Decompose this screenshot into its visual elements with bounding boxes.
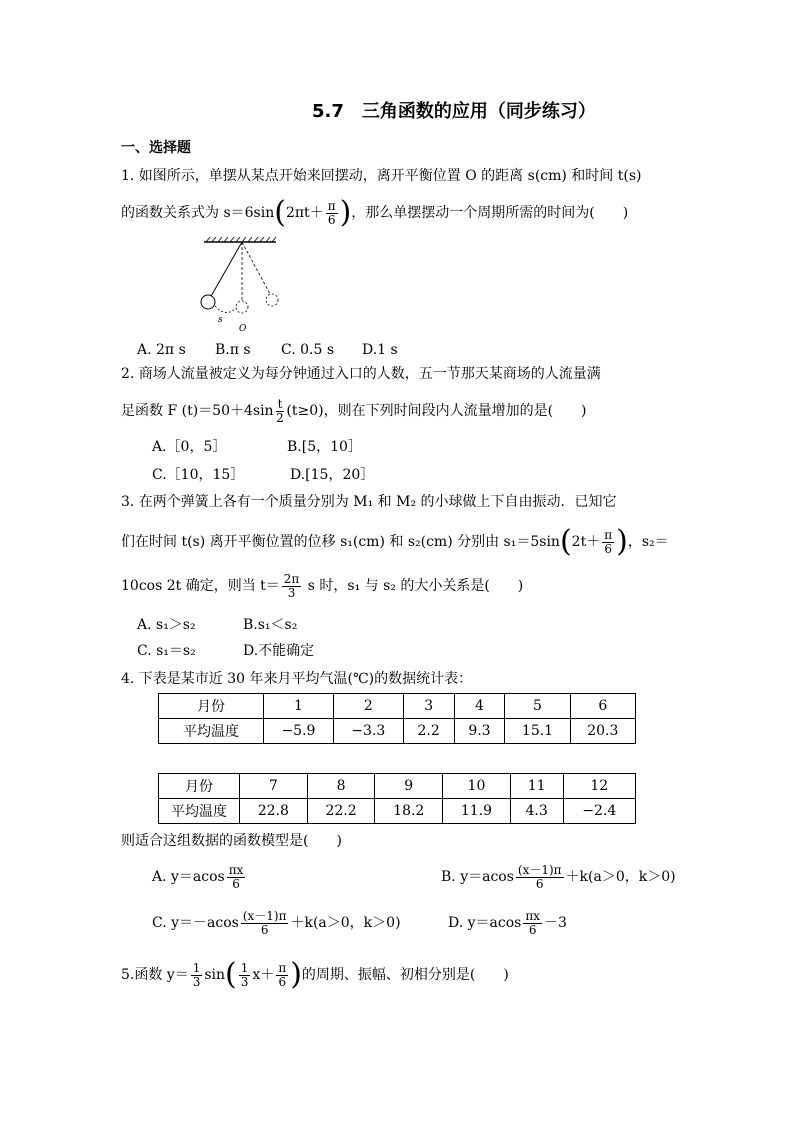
frac-den: 6 — [528, 922, 537, 937]
q3-t-den: 3 — [287, 585, 296, 600]
q2-formula-line — [121, 398, 587, 424]
frac-num: πx — [228, 863, 244, 877]
table-cell: 8 — [307, 774, 375, 799]
q5-post: 的周期、振幅、初相分别是( ) — [301, 967, 509, 983]
table-cell: 10 — [443, 774, 511, 799]
table-cell: −2.4 — [563, 799, 636, 824]
frac-num: 1 — [240, 960, 249, 975]
table-cell: 9.3 — [454, 719, 505, 744]
q5-line — [121, 957, 509, 992]
q1-option-b: B.π s — [215, 342, 251, 358]
table-row-months — [159, 694, 636, 719]
frac-den: 3 — [192, 974, 201, 989]
frac-num: π — [278, 960, 287, 975]
q3-frac-den: 6 — [604, 541, 612, 556]
label-o: O — [239, 324, 247, 334]
q4-option-b — [441, 864, 676, 890]
q4-question: 则适合这组数据的函数模型是( ) — [121, 833, 342, 849]
swing-line — [242, 242, 270, 294]
q3-line2-post: ，s₂＝ — [627, 534, 669, 550]
table-cell: 20.3 — [570, 719, 635, 744]
left-paren-glyph: ( — [225, 957, 237, 992]
q4-option-c — [152, 910, 401, 936]
q3-line3 — [121, 573, 523, 599]
table-row-months — [159, 774, 636, 799]
q3-line1: 3. 在两个弹簧上各有一个质量分别为 M₁ 和 M₂ 的小球做上下自由振动．已知它 — [121, 494, 617, 510]
q1-option-c: C. 0.5 s — [281, 342, 335, 358]
frac-den: 3 — [240, 974, 249, 989]
q1-fraction — [326, 200, 338, 226]
table-cell: 22.8 — [240, 799, 308, 824]
frac-den: 6 — [232, 876, 240, 891]
q2-formula-post: (t≥0)，则在下列时间段内人流量增加的是( ) — [286, 403, 587, 420]
equilibrium-bob — [236, 301, 248, 313]
table-cell: 18.2 — [375, 799, 443, 824]
q5-inner-mid: x＋ — [252, 967, 275, 983]
q4-opt-a-fraction — [227, 864, 246, 890]
label-s: s — [218, 315, 223, 325]
frac-num: 1 — [192, 960, 201, 975]
table-row-temps — [159, 799, 636, 824]
temperature-table-2 — [158, 773, 636, 824]
q1-formula-post: ，那么单摆摆动一个周期所需的时间为( ) — [351, 205, 629, 221]
swing-bob — [266, 294, 278, 306]
q2-option-d: D.[15，20］ — [290, 467, 375, 483]
q2-fraction — [276, 398, 285, 424]
q5-coef-fraction — [191, 962, 203, 988]
table-cell: 7 — [240, 774, 308, 799]
q4-opt-c-pre: C. y＝－acos — [152, 915, 239, 932]
left-paren-glyph: ( — [559, 524, 572, 559]
pendulum-string — [210, 242, 242, 298]
section-heading: 一、选择题 — [121, 140, 191, 156]
frac-num: (x－1)π — [242, 909, 287, 923]
table-cell: 11 — [510, 774, 563, 799]
q4-opt-d-post: －3 — [544, 915, 567, 932]
q3-line3-post: s 时，s₁ 与 s₂ 的大小关系是( ) — [303, 578, 524, 595]
temp-label-cell: 平均温度 — [159, 799, 240, 824]
q5-pre: 5.函数 y＝ — [121, 967, 189, 983]
temp-label-cell: 平均温度 — [159, 719, 264, 744]
q4-opt-a-pre: A. y＝acos — [152, 869, 225, 886]
table-cell: 15.1 — [505, 719, 570, 744]
q4-option-a — [152, 864, 247, 890]
table-cell: 5 — [505, 694, 570, 719]
page-title: 5.7 三角函数的应用（同步练习） — [312, 101, 596, 122]
table-cell: −5.9 — [264, 719, 334, 744]
q2-option-c: C.［10，15］ — [152, 467, 245, 483]
table-cell: 1 — [264, 694, 334, 719]
q4-option-d — [448, 910, 567, 936]
frac-den: 6 — [260, 922, 269, 937]
q1-formula-lead: 2πt＋ — [285, 205, 324, 221]
q2-option-a: A.［0，5］ — [152, 439, 227, 455]
q3-fraction — [602, 529, 614, 555]
right-paren-glyph: ) — [339, 195, 352, 230]
table-cell: 3 — [403, 694, 454, 719]
q3-line2-pre: 们在时间 t(s) 离开平衡位置的位移 s₁(cm) 和 s₂(cm) 分别由 s₁＝5sin — [121, 534, 560, 550]
q5-sin: sin — [204, 967, 226, 983]
frac-den: 6 — [535, 876, 544, 891]
q4-opt-b-fraction — [516, 864, 564, 890]
q3-line2 — [121, 524, 669, 559]
q4-opt-c-fraction — [241, 910, 289, 936]
table-cell: 6 — [570, 694, 635, 719]
q1-frac-den: 6 — [327, 212, 336, 227]
q2-frac-num: t — [277, 397, 283, 411]
frac-num: (x－1)π — [517, 863, 562, 877]
q1-option-d: D.1 s — [362, 342, 398, 358]
q3-t-num: 2π — [283, 572, 300, 586]
table-cell: 4 — [454, 694, 505, 719]
q2-line1: 2. 商场人流量被定义为每分钟通过入口的人数，五一节那天某商场的人流量满 — [121, 366, 601, 382]
pendulum-bob — [201, 295, 215, 309]
q3-frac-num: π — [604, 527, 613, 542]
q4-opt-b-post: ＋k(a＞0，k＞0) — [565, 869, 676, 886]
q3-option-c: C. s₁＝s₂ — [137, 643, 196, 659]
q3-t-fraction — [282, 573, 302, 599]
right-paren-glyph: ) — [290, 957, 302, 992]
arc-path — [215, 306, 236, 313]
table-cell: 9 — [375, 774, 443, 799]
q2-option-b: B.[5，10］ — [287, 439, 362, 455]
q3-option-d: D.不能确定 — [243, 643, 315, 659]
right-paren-glyph: ) — [616, 524, 628, 559]
q4-opt-b-pre: B. y＝acos — [441, 869, 514, 886]
q3-option-b: B.s₁＜s₂ — [243, 617, 298, 633]
table-cell: 12 — [563, 774, 636, 799]
q4-opt-d-fraction — [523, 910, 542, 936]
month-label-cell: 月份 — [159, 774, 240, 799]
q4-line1: 4. 下表是某市近 30 年来月平均气温(℃)的数据统计表： — [121, 671, 473, 687]
q1-intro: 1. 如图所示，单摆从某点开始来回摆动，离开平衡位置 O 的距离 s(cm) 和时间 t(s) — [121, 168, 642, 184]
q1-option-a: A. 2π s — [137, 342, 186, 358]
q2-frac-den: 2 — [276, 410, 284, 425]
q5-phase-fraction — [276, 962, 288, 988]
frac-den: 6 — [278, 974, 287, 989]
q4-opt-d-pre: D. y＝acos — [448, 915, 522, 932]
q3-line2-lead: 2t＋ — [571, 534, 601, 550]
table-cell: 22.2 — [307, 799, 375, 824]
q5-inner-fraction — [239, 962, 251, 988]
q4-opt-c-post: ＋k(a＞0，k＞0) — [290, 915, 401, 932]
table-cell: −3.3 — [333, 719, 403, 744]
table-cell: 11.9 — [443, 799, 511, 824]
month-label-cell: 月份 — [159, 694, 264, 719]
table-cell: 4.3 — [510, 799, 563, 824]
q2-formula-pre: 足函数 F (t)＝50＋4sin — [121, 403, 274, 420]
table-row-temps — [159, 719, 636, 744]
temperature-table-1 — [158, 693, 636, 744]
q3-line3-pre: 10cos 2t 确定，则当 t＝ — [121, 578, 280, 595]
q1-formula-line — [121, 195, 629, 230]
q3-option-a: A. s₁＞s₂ — [137, 617, 196, 633]
pendulum-figure — [196, 236, 292, 334]
table-cell: 2.2 — [403, 719, 454, 744]
table-cell: 2 — [333, 694, 403, 719]
ceiling-hatch — [206, 237, 276, 242]
frac-num: πx — [525, 909, 540, 923]
left-paren-glyph: ( — [274, 195, 286, 230]
q1-formula-pre: 的函数关系式为 s＝6sin — [121, 205, 275, 221]
q1-frac-num: π — [327, 198, 336, 213]
